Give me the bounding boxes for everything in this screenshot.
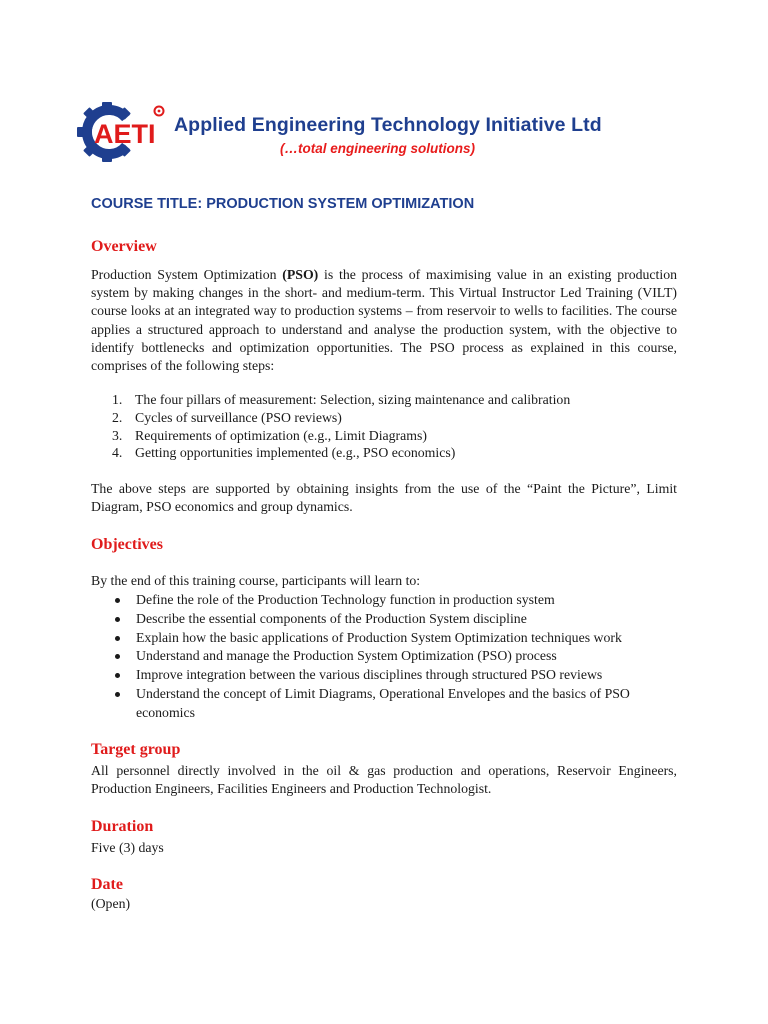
pso-steps-list [112,391,570,462]
objectives-list [112,591,678,723]
list-item-text: Requirements of optimization (e.g., Limit Diagrams) [135,427,427,443]
list-item-text: The four pillars of measurement: Selection, sizing maintenance and calibration [135,392,571,407]
list-item-number: 2. [112,409,123,425]
course-title: COURSE TITLE: PRODUCTION SYSTEM OPTIMIZATION [91,196,475,212]
list-item [112,444,570,462]
aeti-gear-logo-icon [76,100,168,164]
list-item [112,666,678,685]
overview-paragraph [91,266,677,375]
list-item-text: Describe the essential components of the Production System discipline [136,610,527,626]
bullet-icon [115,598,120,603]
list-item [112,427,570,445]
date-heading: Date [91,876,123,893]
company-tagline: (…total engineering solutions) [280,141,475,156]
list-item-number: 3. [112,427,123,443]
overview-paragraph-rest: is the process of maximising value in an existing production system by making changes in the short- and medium-term. This Virtual Instructor Led Training (VILT) course looks at an integrated way to production systems – from reservoir to wells to facilities. The course applies a structured approach to understand and analyse the production system, with the objective to identify bottlenecks and optimization opportunities. The PSO process as explained in this course, comprises of the following steps: [91,267,677,374]
overview-paragraph-bold: (PSO) [282,267,319,282]
list-item-text: Understand and manage the Production System Optimization (PSO) process [136,648,557,664]
list-item [112,685,678,723]
bullet-icon [115,654,120,659]
duration-heading: Duration [91,818,154,835]
objectives-heading: Objectives [91,536,163,553]
target-group-text: All personnel directly involved in the oil & gas production and operations, Reservoir Engineers, Production Engineers, Facilities Engineers and Production Technologist. [91,763,677,797]
logo-letters: AETI [94,119,156,149]
target-group-heading: Target group [91,741,181,758]
list-item-text: Improve integration between the various disciplines through structured PSO reviews [136,667,603,683]
bullet-icon [115,673,120,678]
list-item [112,647,678,666]
objectives-intro: By the end of this training course, participants will learn to: [91,573,421,588]
list-item-text: Define the role of the Production Technology function in production system [136,592,555,607]
list-item-number: 1. [112,392,123,407]
bullet-icon [115,692,120,697]
date-text: (Open) [91,896,131,911]
list-item [112,409,570,427]
company-name: Applied Engineering Technology Initiative Ltd [174,114,602,136]
list-item [112,391,570,409]
list-item-text: Getting opportunities implemented (e.g., PSO economics) [135,445,456,461]
bullet-icon [115,636,120,641]
overview-summary-paragraph: The above steps are supported by obtaining insights from the use of the “Paint the Picture”, Limit Diagram, PSO economics and group dynamics. [91,481,677,515]
list-item-text: Understand the concept of Limit Diagrams, Operational Envelopes and the basics of PSO economics [136,685,630,720]
duration-text: Five (3) days [91,840,164,855]
list-item [112,591,678,610]
list-item [112,610,678,629]
list-item-number: 4. [112,445,123,461]
overview-paragraph-prefix: Production System Optimization [91,267,283,282]
letterhead [76,100,696,170]
overview-heading: Overview [91,238,157,255]
list-item [112,629,678,648]
list-item-text: Cycles of surveillance (PSO reviews) [135,409,342,425]
list-item-text: Explain how the basic applications of Production System Optimization techniques work [136,629,622,645]
bullet-icon [115,617,120,622]
